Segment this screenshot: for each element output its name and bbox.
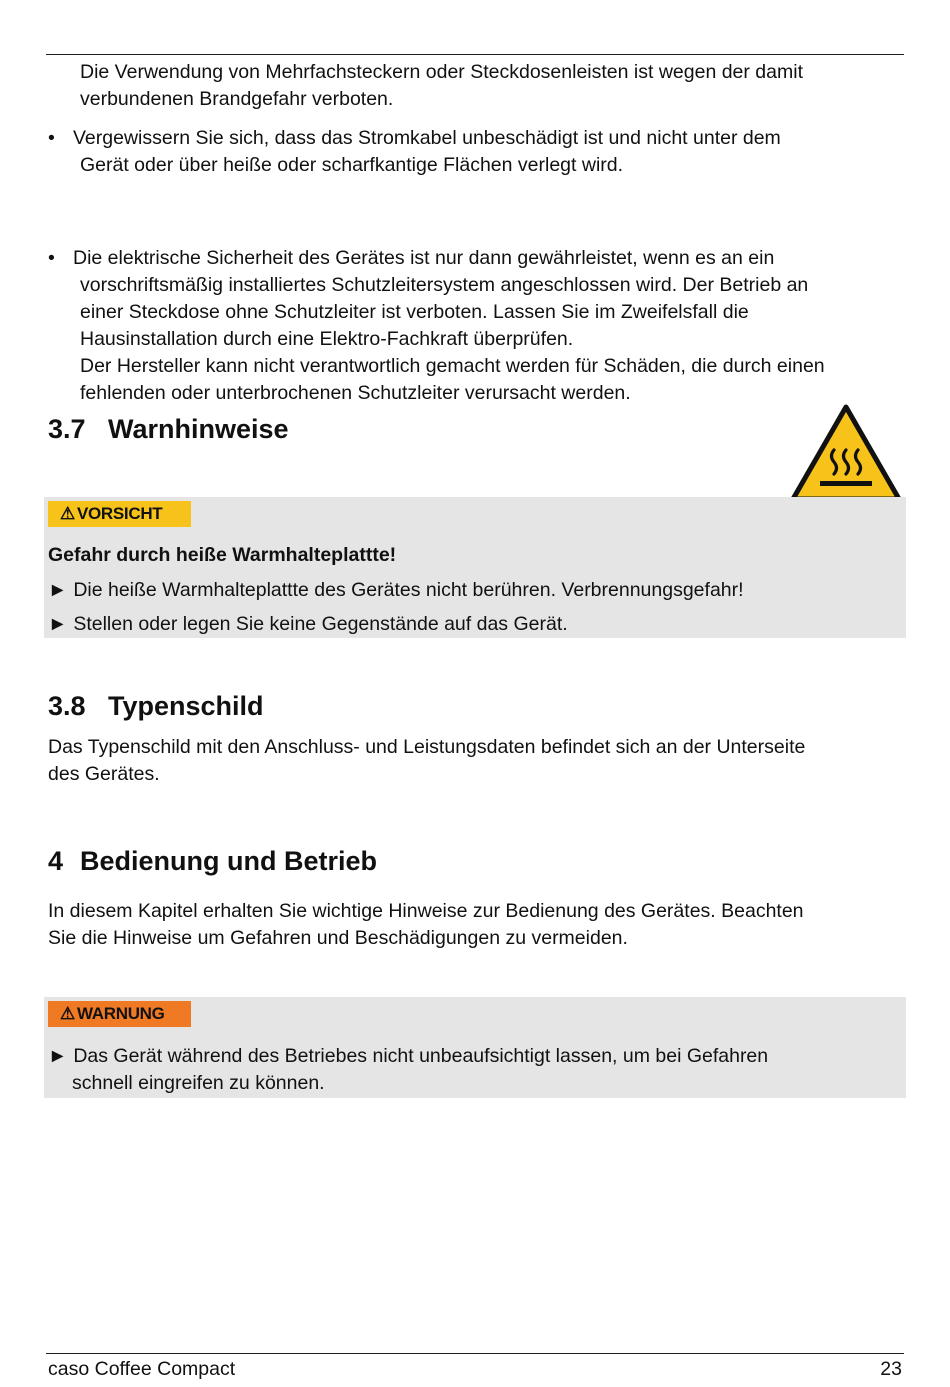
caution-badge	[48, 501, 191, 527]
section-heading-4	[48, 845, 377, 877]
section-number: 4	[48, 846, 64, 876]
warning-triangle-icon: ⚠	[60, 504, 75, 523]
warning-box	[44, 997, 906, 1098]
arrow-icon: ►	[48, 579, 68, 601]
section-title: Warnhinweise	[108, 414, 289, 444]
section-number: 3.7	[48, 414, 86, 444]
warning-label: WARNUNG	[76, 1004, 165, 1023]
bullet-dot: •	[48, 247, 55, 269]
paragraph-line: Sie die Hinweise um Gefahren und Beschädigungen zu vermeiden.	[48, 927, 628, 949]
arrow-icon: ►	[48, 613, 68, 635]
header-rule	[46, 54, 904, 55]
bullet-line: Gerät oder über heiße oder scharfkantige Flächen verlegt wird.	[80, 154, 624, 176]
footer-product: caso Coffee Compact	[48, 1358, 236, 1380]
warning-item	[48, 1043, 896, 1097]
caution-item	[48, 577, 896, 604]
bullet-line: Vergewissern Sie sich, dass das Stromkabel unbeschädigt ist und nicht unter dem	[73, 127, 781, 149]
warning-item-text: Das Gerät während des Betriebes nicht unbeaufsichtigt lassen, um bei Gefahren	[73, 1045, 769, 1067]
section-heading-3-8	[48, 690, 264, 722]
intro-line: verbundenen Brandgefahr verboten.	[80, 88, 394, 110]
warning-triangle-icon: ⚠	[60, 1004, 75, 1023]
bullet-electrical-safety	[48, 245, 950, 407]
warning-badge	[48, 1001, 191, 1027]
bedienung-paragraph	[48, 898, 900, 952]
bullet-dot: •	[48, 127, 55, 149]
hot-surface-warning-icon	[790, 404, 902, 502]
bullet-line: Der Hersteller kann nicht verantwortlich gemacht werden für Schäden, die durch einen	[80, 355, 825, 377]
warning-item-text: schnell eingreifen zu können.	[72, 1072, 325, 1094]
typenschild-paragraph	[48, 734, 900, 788]
bullet-line: Hausinstallation durch eine Elektro-Fachkraft überprüfen.	[80, 328, 574, 350]
paragraph-line: Das Typenschild mit den Anschluss- und Leistungsdaten befindet sich an der Unterseite	[48, 736, 806, 758]
caution-heading: Gefahr durch heiße Warmhalteplattte!	[48, 544, 397, 566]
caution-box	[44, 497, 906, 638]
paragraph-line: In diesem Kapitel erhalten Sie wichtige Hinweise zur Bedienung des Gerätes. Beachten	[48, 900, 804, 922]
page-number: 23	[880, 1358, 902, 1380]
bullet-line: vorschriftsmäßig installiertes Schutzleitersystem angeschlossen wird. Der Betrieb an	[80, 274, 809, 296]
bullet-cable	[48, 125, 950, 179]
bullet-line: fehlenden oder unterbrochenen Schutzleiter verursacht werden.	[80, 382, 631, 404]
arrow-icon: ►	[48, 1045, 68, 1067]
intro-line: Die Verwendung von Mehrfachsteckern oder Steckdosenleisten ist wegen der damit	[80, 61, 803, 83]
paragraph-line: des Gerätes.	[48, 763, 160, 785]
caution-item	[48, 611, 896, 638]
section-heading-3-7	[48, 413, 289, 445]
intro-continuation	[48, 59, 900, 113]
section-title: Typenschild	[108, 691, 264, 721]
bullet-line: Die elektrische Sicherheit des Gerätes ist nur dann gewährleistet, wenn es an ein	[73, 247, 775, 269]
bullet-line: einer Steckdose ohne Schutzleiter ist verboten. Lassen Sie im Zweifelsfall die	[80, 301, 749, 323]
section-number: 3.8	[48, 691, 86, 721]
caution-item-text: Stellen oder legen Sie keine Gegenstände auf das Gerät.	[73, 613, 568, 635]
caution-label: VORSICHT	[76, 504, 163, 523]
footer-rule	[46, 1353, 904, 1354]
section-title: Bedienung und Betrieb	[80, 846, 377, 876]
caution-item-text: Die heiße Warmhalteplattte des Gerätes nicht berühren. Verbrennungsgefahr!	[73, 579, 744, 601]
